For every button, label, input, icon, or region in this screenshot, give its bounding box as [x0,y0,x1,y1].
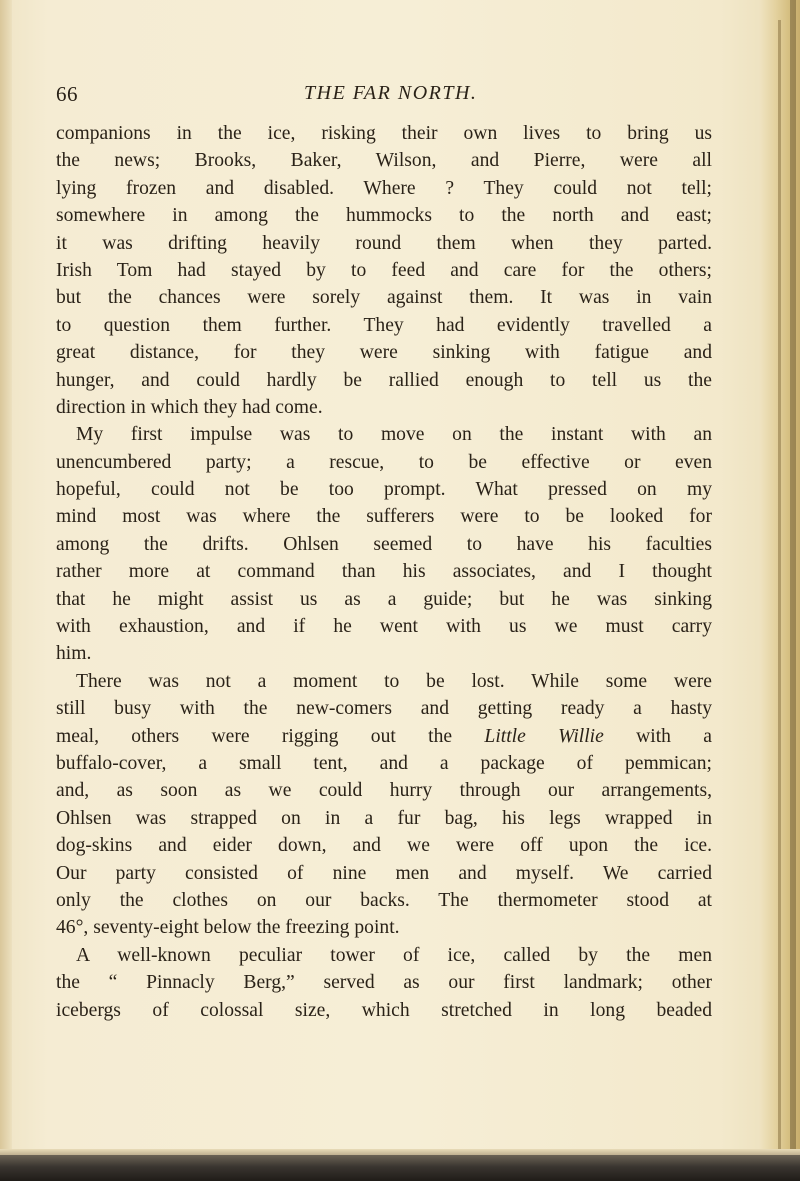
text-line-content: buffalo-cover, a small tent, and a package of pemmican; [56,752,712,774]
text-line-content: with exhaustion, and if he went with us we must carry [56,616,712,638]
text-line [56,257,712,284]
text-line [56,832,712,859]
text-line-content: unencumbered party; a rescue, to be effective or even [56,451,712,473]
text-line-content: My first impulse was to move on the instant with an [76,424,712,446]
text-line-content: among the drifts. Ohlsen seemed to have his faculties [56,533,712,555]
text-line [56,476,712,503]
text-line [56,202,712,229]
text-line-content: meal, others were rigging out the [56,725,485,747]
page-number: 66 [56,82,78,106]
text-line [56,586,712,613]
text-line-content: dog-skins and eider down, and we were off upon the ice. [56,835,712,857]
book-cover-edge [0,1155,800,1181]
text-line [56,421,712,448]
text-line-content: Our party consisted of nine men and myself. We carried [56,862,712,884]
text-line-content: still busy with the new-comers and getting ready a hasty [56,698,712,720]
text-line-content: somewhere in among the hummocks to the north and east; [56,205,712,227]
text-line [56,914,712,941]
text-line-content: but the chances were sorely against them. It was in vain [56,287,712,309]
text-line-content: mind most was where the sufferers were to be looked for [56,506,712,528]
text-line-content: rather more at command than his associates, and I thought [56,561,712,583]
text-line [56,120,712,147]
text-line-content-after: with a [603,725,712,747]
text-line [56,750,712,777]
text-line-content: icebergs of colossal size, which stretched in long beaded [56,999,712,1021]
text-line-content: Irish Tom had stayed by to feed and care for the others; [56,259,712,281]
text-line [56,997,712,1024]
text-line-content: A well-known peculiar tower of ice, called by the men [76,944,712,966]
text-line-content: lying frozen and disabled. Where ? They could not tell; [56,177,712,199]
text-line-content: great distance, for they were sinking with fatigue and [56,342,712,364]
text-line-content: the “ Pinnacly Berg,” served as our first landmark; other [56,972,712,994]
text-line [56,942,712,969]
text-line-content: There was not a moment to be lost. While some were [76,670,712,692]
text-line-content: it was drifting heavily round them when they parted. [56,232,712,254]
text-line-content: and, as soon as we could hurry through our arrangements, [56,780,712,802]
text-line-content: 46°, seventy-eight below the freezing point. [56,917,400,939]
text-line [56,805,712,832]
text-line [56,668,712,695]
text-line-content: companions in the ice, risking their own lives to bring us [56,123,712,144]
text-line-content: only the clothes on our backs. The thermometer stood at [56,889,712,911]
text-line [56,175,712,202]
text-line-content: him. [56,643,92,665]
text-line-content: Ohlsen was strapped on in a fur bag, his legs wrapped in [56,807,712,829]
text-line [56,969,712,996]
text-line-content: that he might assist us as a guide; but he was sinking [56,588,712,610]
binding-shadow [0,0,12,1181]
text-line-content: direction in which they had come. [56,396,323,418]
text-line-content: the news; Brooks, Baker, Wilson, and Pierre, were all [56,150,712,172]
body-text [56,120,712,1024]
text-line [56,230,712,257]
text-line [56,312,712,339]
text-line [56,339,712,366]
text-line [56,449,712,476]
text-line [56,613,712,640]
running-title: THE FAR NORTH. [304,82,478,104]
text-line [56,531,712,558]
text-line [56,503,712,530]
page-block-edge [760,0,800,1181]
text-line [56,777,712,804]
text-line [56,640,712,667]
text-line-content: to question them further. They had evidently travelled a [56,314,712,336]
text-line [56,860,712,887]
page-header [56,82,736,108]
text-line [56,147,712,174]
text-line [56,558,712,585]
text-line [56,284,712,311]
text-line [56,695,712,722]
text-line-content: hopeful, could not be too prompt. What pressed on my [56,479,712,501]
text-line [56,723,712,750]
text-line-content: hunger, and could hardly be rallied enough to tell us the [56,369,712,391]
text-line [56,394,712,421]
text-line [56,367,712,394]
text-line [56,887,712,914]
italic-ship-name: Little Willie [484,725,604,747]
